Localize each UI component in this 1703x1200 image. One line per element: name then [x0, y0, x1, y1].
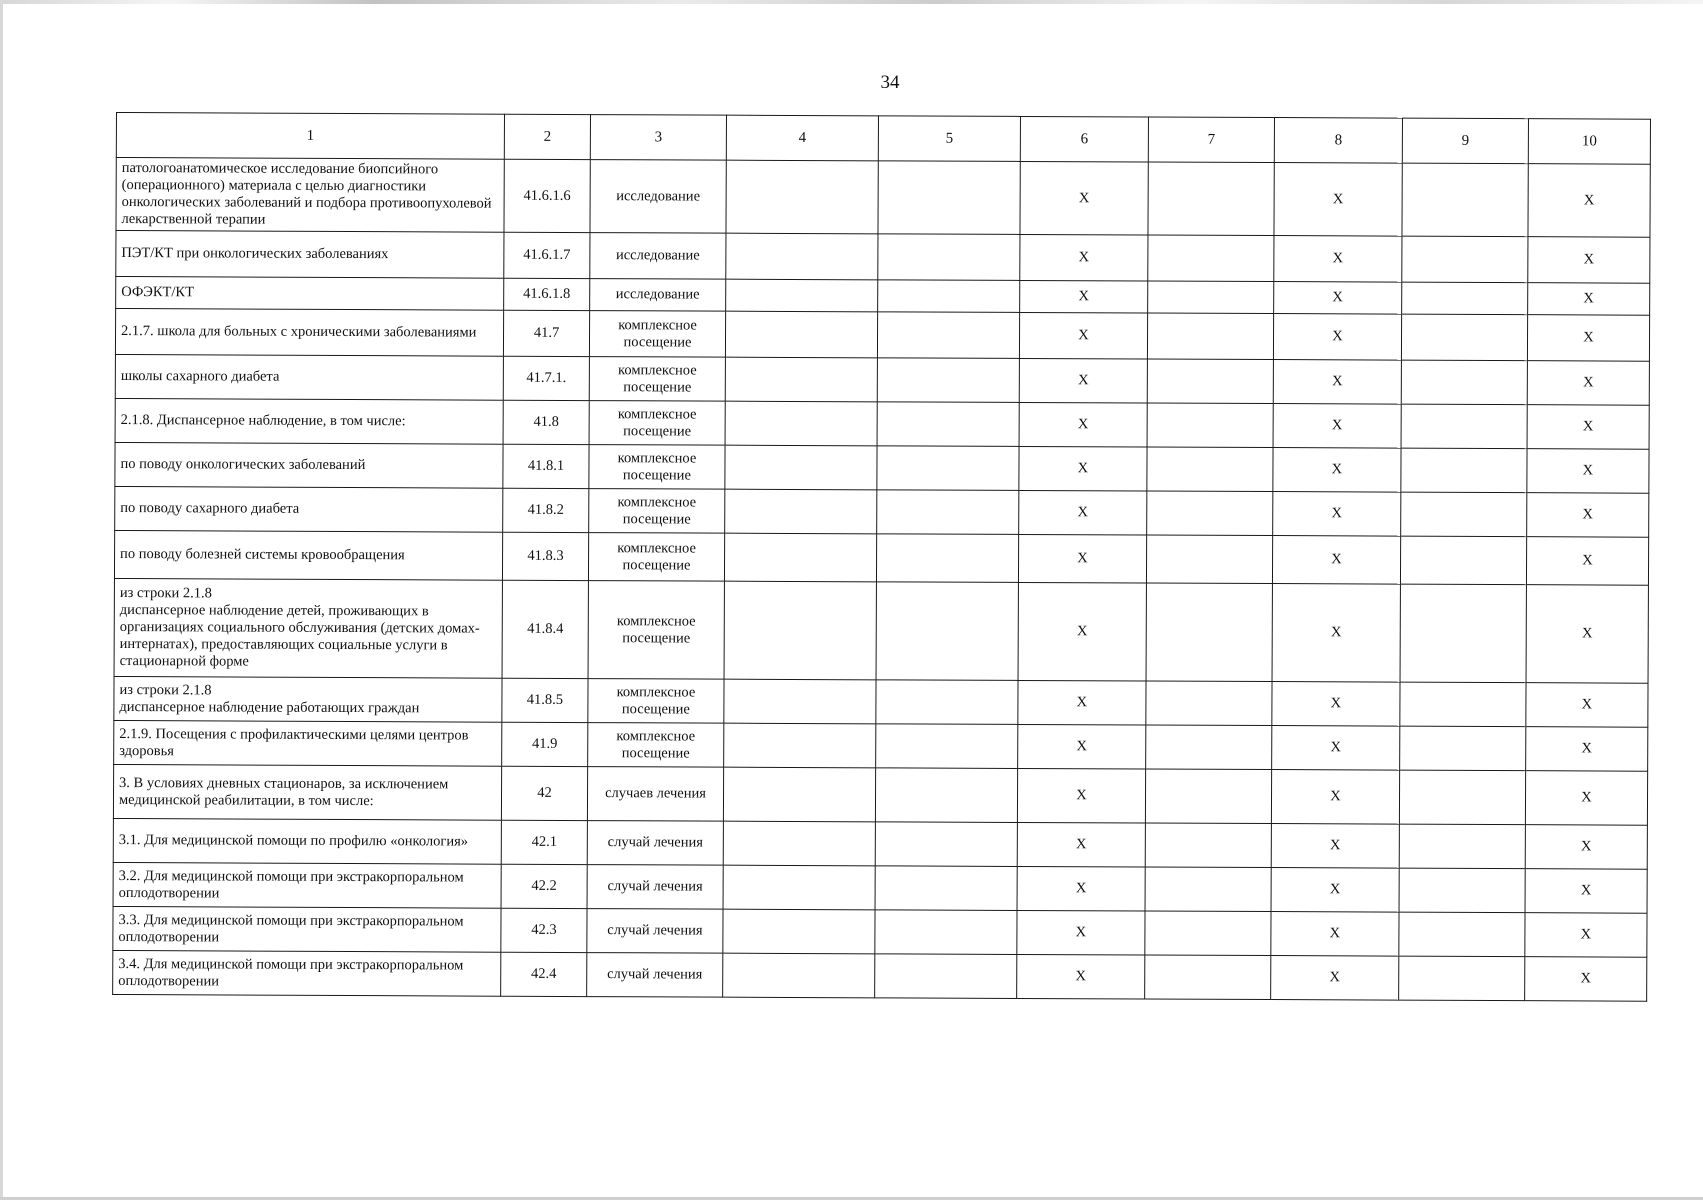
row-col8-mark: X [1272, 536, 1400, 585]
row-col8-mark: X [1271, 770, 1399, 825]
row-code-cell: 41.8.2 [503, 488, 589, 532]
header-col-4: 4 [726, 115, 878, 161]
row-col6-mark: X [1019, 490, 1147, 535]
row-col9-cell [1400, 682, 1526, 727]
table-row [115, 486, 1649, 537]
table-row [113, 862, 1647, 913]
row-col8-mark: X [1273, 314, 1401, 361]
row-col9-cell [1402, 236, 1528, 283]
data-table [112, 112, 1651, 1002]
row-col4-cell [726, 160, 878, 234]
row-col6-mark: X [1020, 234, 1148, 281]
row-col8-mark: X [1273, 448, 1401, 493]
row-col10-mark: X [1528, 237, 1650, 284]
row-col7-cell [1145, 911, 1271, 956]
row-col7-cell [1147, 359, 1273, 404]
row-col8-mark: X [1274, 236, 1402, 283]
row-col5-cell [875, 954, 1017, 999]
row-code-cell: 41.9 [502, 722, 588, 766]
row-col10-mark: X [1525, 913, 1647, 958]
row-col9-cell [1400, 536, 1526, 585]
row-col5-cell [877, 402, 1019, 447]
row-col8-mark: X [1273, 404, 1401, 449]
row-name-cell: из строки 2.1.8 диспансерное наблюдение детей, проживающих в организациях социального обслуживания (детских домах-интернатах), предоставляющих социальные услуги в стационарной форме [114, 578, 502, 678]
table-row [114, 676, 1648, 727]
row-col7-cell [1145, 823, 1271, 868]
row-col10-mark: X [1525, 869, 1647, 914]
row-col9-cell [1399, 770, 1525, 825]
row-col7-cell [1146, 725, 1272, 770]
header-row [116, 113, 1650, 165]
table-row [116, 158, 1650, 238]
row-col7-cell [1145, 867, 1271, 912]
row-col9-cell [1401, 314, 1527, 361]
table-row [113, 818, 1647, 869]
row-unit-cell: исследование [590, 160, 726, 234]
row-name-cell: по поводу болезней системы кровообращения [114, 530, 502, 580]
table-row [114, 578, 1648, 683]
row-col4-cell [725, 311, 877, 358]
row-col9-cell [1402, 282, 1528, 315]
row-col10-mark: X [1525, 771, 1647, 826]
table-row [113, 950, 1647, 1001]
row-col6-mark: X [1019, 402, 1147, 447]
row-col6-mark: X [1018, 534, 1146, 583]
row-unit-cell: случай лечения [587, 821, 723, 866]
row-col7-cell [1147, 491, 1273, 536]
row-col4-cell [723, 953, 875, 998]
header-col-6: 6 [1020, 116, 1148, 162]
row-code-cell: 41.7.1. [503, 356, 589, 400]
row-col6-mark: X [1020, 280, 1148, 313]
row-code-cell: 42.2 [501, 864, 587, 908]
row-col5-cell [876, 582, 1018, 681]
row-name-cell: ПЭТ/КТ при онкологических заболеваниях [116, 231, 504, 279]
header-col-9: 9 [1402, 118, 1528, 164]
row-col8-mark: X [1272, 682, 1400, 727]
row-col4-cell [723, 909, 875, 954]
row-col10-mark: X [1528, 283, 1650, 316]
row-unit-cell: комплексное посещение [589, 401, 725, 446]
row-col6-mark: X [1018, 724, 1146, 769]
row-code-cell: 41.6.1.7 [504, 232, 590, 278]
row-code-cell: 41.8.3 [502, 532, 588, 580]
row-col7-cell [1148, 281, 1274, 314]
row-name-cell: ОФЭКТ/КТ [116, 277, 504, 311]
row-col8-mark: X [1272, 584, 1400, 683]
row-col10-mark: X [1527, 493, 1649, 538]
row-code-cell: 42 [501, 766, 587, 820]
table-row [113, 906, 1647, 957]
row-col10-mark: X [1525, 825, 1647, 870]
row-col8-mark: X [1271, 868, 1399, 913]
row-col5-cell [875, 822, 1017, 867]
table-row [115, 442, 1649, 493]
row-name-cell: 2.1.8. Диспансерное наблюдение, в том числе: [115, 398, 503, 444]
row-col5-cell [878, 161, 1020, 235]
header-col-7: 7 [1148, 117, 1274, 163]
row-col8-mark: X [1274, 282, 1402, 315]
row-col7-cell [1145, 955, 1271, 1000]
row-col7-cell [1148, 162, 1274, 236]
row-col5-cell [877, 490, 1019, 535]
scan-edge-top [0, 0, 1703, 4]
row-col5-cell [877, 312, 1019, 359]
row-col9-cell [1401, 360, 1527, 405]
header-col-5: 5 [878, 116, 1020, 162]
row-name-cell: патологоанатомическое исследование биопсийного (операционного) материала с целью диагностики онкологических заболеваний и подбора противоопухолевой лекарственной терапии [116, 158, 504, 233]
row-col5-cell [876, 534, 1018, 583]
row-unit-cell: случаев лечения [587, 767, 723, 822]
row-col5-cell [875, 768, 1017, 823]
table-row [116, 231, 1650, 284]
row-code-cell: 41.7 [503, 310, 589, 356]
row-col4-cell [723, 767, 875, 822]
table-row [115, 354, 1649, 405]
row-unit-cell: случай лечения [587, 909, 723, 954]
row-code-cell: 42.3 [501, 908, 587, 952]
row-name-cell: 3.1. Для медицинской помощи по профилю «онкология» [113, 818, 501, 864]
row-unit-cell: исследование [590, 279, 726, 312]
row-col10-mark: X [1527, 315, 1649, 362]
row-code-cell: 41.8 [503, 400, 589, 444]
header-col-2: 2 [504, 114, 590, 159]
row-col6-mark: X [1019, 446, 1147, 491]
row-col6-mark: X [1019, 358, 1147, 403]
row-unit-cell: комплексное посещение [588, 679, 724, 724]
row-col4-cell [724, 679, 876, 724]
header-col-1: 1 [116, 113, 504, 160]
row-col5-cell [877, 358, 1019, 403]
row-col6-mark: X [1017, 768, 1145, 823]
row-unit-cell: комплексное посещение [588, 533, 724, 582]
row-col5-cell [875, 866, 1017, 911]
row-unit-cell: комплексное посещение [589, 489, 725, 534]
row-col4-cell [724, 581, 876, 680]
row-col6-mark: X [1020, 161, 1148, 235]
header-col-8: 8 [1274, 118, 1402, 164]
row-code-cell: 41.6.1.8 [504, 278, 590, 310]
row-name-cell: по поводу сахарного диабета [115, 486, 503, 532]
row-col4-cell [724, 723, 876, 768]
row-col4-cell [725, 357, 877, 402]
row-code-cell: 41.6.1.6 [504, 159, 590, 232]
table-row [115, 398, 1649, 449]
row-unit-cell: случай лечения [587, 865, 723, 910]
row-col4-cell [725, 445, 877, 490]
row-col4-cell [725, 489, 877, 534]
row-name-cell: 3. В условиях дневных стационаров, за исключением медицинской реабилитации, в том числе: [113, 764, 501, 820]
header-col-10: 10 [1528, 119, 1650, 165]
row-col8-mark: X [1271, 824, 1399, 869]
row-col10-mark: X [1526, 537, 1648, 586]
row-code-cell: 41.8.5 [502, 678, 588, 722]
row-col9-cell [1402, 163, 1528, 237]
row-code-cell: 42.1 [501, 820, 587, 864]
row-col9-cell [1401, 492, 1527, 537]
row-col9-cell [1400, 584, 1526, 683]
row-col5-cell [878, 234, 1020, 281]
row-code-cell: 41.8.4 [502, 580, 588, 678]
row-col10-mark: X [1528, 164, 1650, 238]
row-col9-cell [1401, 404, 1527, 449]
table-row [114, 530, 1648, 585]
row-col8-mark: X [1273, 360, 1401, 405]
table-row [114, 720, 1648, 771]
row-col7-cell [1145, 769, 1271, 824]
row-col7-cell [1148, 235, 1274, 282]
row-col5-cell [875, 910, 1017, 955]
row-col9-cell [1399, 824, 1525, 869]
table-row [113, 764, 1647, 825]
row-name-cell: 3.3. Для медицинской помощи при экстракорпоральном оплодотворении [113, 906, 501, 952]
header-col-3: 3 [590, 115, 726, 161]
row-name-cell: из строки 2.1.8 диспансерное наблюдение работающих граждан [114, 676, 502, 722]
row-col6-mark: X [1019, 312, 1147, 359]
row-unit-cell: комплексное посещение [589, 445, 725, 490]
scan-edge-left [0, 0, 3, 1200]
table-body [113, 158, 1651, 1002]
row-col9-cell [1399, 912, 1525, 957]
row-col9-cell [1400, 726, 1526, 771]
row-col9-cell [1401, 448, 1527, 493]
row-col6-mark: X [1017, 822, 1145, 867]
row-col6-mark: X [1017, 954, 1145, 999]
row-name-cell: 3.4. Для медицинской помощи при экстракорпоральном оплодотворении [113, 950, 501, 996]
row-col7-cell [1147, 313, 1273, 360]
row-col6-mark: X [1018, 582, 1146, 681]
row-col10-mark: X [1526, 727, 1648, 772]
row-col10-mark: X [1525, 957, 1647, 1002]
row-col8-mark: X [1274, 163, 1402, 237]
row-col7-cell [1146, 583, 1272, 682]
page-number: 34 [880, 72, 900, 93]
row-unit-cell: исследование [590, 233, 726, 280]
row-unit-cell: комплексное посещение [589, 311, 725, 358]
row-name-cell: 3.2. Для медицинской помощи при экстракорпоральном оплодотворении [113, 862, 501, 908]
row-col8-mark: X [1271, 956, 1399, 1001]
row-col4-cell [723, 821, 875, 866]
row-col8-mark: X [1272, 726, 1400, 771]
row-col10-mark: X [1527, 361, 1649, 406]
row-col10-mark: X [1526, 683, 1648, 728]
row-col7-cell [1147, 403, 1273, 448]
row-col8-mark: X [1271, 912, 1399, 957]
table-row [115, 309, 1649, 362]
row-col5-cell [877, 446, 1019, 491]
row-col7-cell [1147, 447, 1273, 492]
row-col5-cell [876, 680, 1018, 725]
row-col10-mark: X [1526, 585, 1648, 684]
row-col9-cell [1399, 868, 1525, 913]
row-code-cell: 42.4 [501, 952, 587, 996]
row-col10-mark: X [1527, 405, 1649, 450]
row-col9-cell [1399, 956, 1525, 1001]
row-col4-cell [724, 533, 876, 582]
row-col5-cell [878, 280, 1020, 313]
row-col8-mark: X [1273, 492, 1401, 537]
row-col7-cell [1146, 681, 1272, 726]
row-col4-cell [725, 401, 877, 446]
row-col6-mark: X [1018, 680, 1146, 725]
row-col4-cell [726, 279, 878, 312]
row-col5-cell [876, 724, 1018, 769]
row-name-cell: школы сахарного диабета [115, 354, 503, 400]
row-col4-cell [723, 865, 875, 910]
row-col10-mark: X [1527, 449, 1649, 494]
row-code-cell: 41.8.1 [503, 444, 589, 488]
row-col6-mark: X [1017, 866, 1145, 911]
row-unit-cell: комплексное посещение [588, 581, 724, 680]
row-unit-cell: комплексное посещение [589, 357, 725, 402]
row-name-cell: 2.1.7. школа для больных с хроническими заболеваниями [115, 309, 503, 357]
row-col7-cell [1146, 535, 1272, 584]
row-unit-cell: случай лечения [587, 953, 723, 998]
row-col6-mark: X [1017, 910, 1145, 955]
row-unit-cell: комплексное посещение [588, 723, 724, 768]
row-name-cell: по поводу онкологических заболеваний [115, 442, 503, 488]
row-name-cell: 2.1.9. Посещения с профилактическими целями центров здоровья [114, 720, 502, 766]
row-col4-cell [726, 233, 878, 280]
